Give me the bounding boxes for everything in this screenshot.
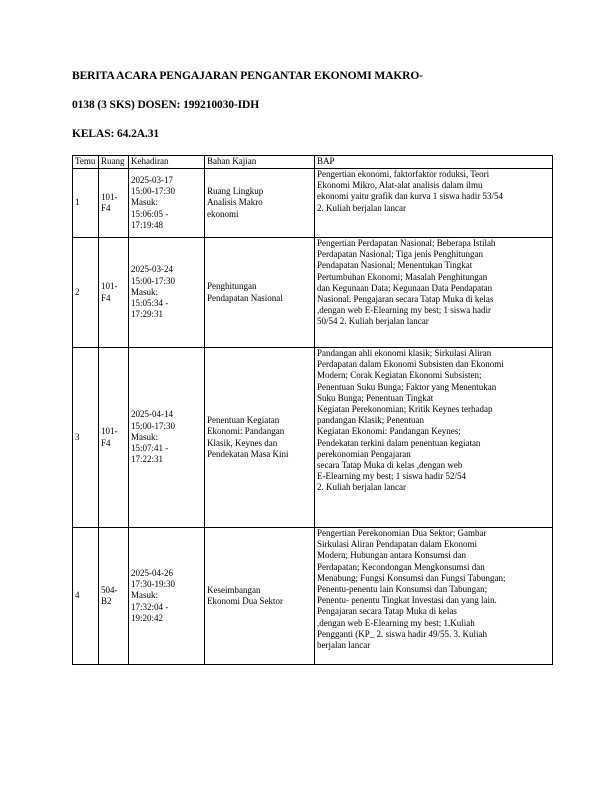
bap-cell: Pengertian Perekonomian Dua Sektor; Gambar Sirkulasi Aliran Pendapatan dalam Ekonomi Modern; Hubungan antara Konsumsi dan Perdapatan; Kecondongan Mengkonsumsi dan Menabung; Fungsi Konsumsi dan Fungsi Tabungan; Penentu-penentu lain Konsumsi dan Tabungan; Penentu- penentu Tingkat Investasi dan yang lain. Pengajaran secara Tatap Muka di kelas ,dengan web E-Elearning my best; 1.Kuliah Pengganti (KP_ 2. siswa hadir 49/55. 3. Kuliah berjalan lancar (315, 528, 553, 665)
column-header-kehadiran: Kehadiran (129, 156, 205, 169)
bahan-kajian-cell: Penghitungan Pendapatan Nasional (205, 238, 315, 348)
temu-cell: 1 (73, 169, 99, 238)
column-header-temu: Temu (73, 156, 99, 169)
ruang-cell: 101- F4 (99, 169, 129, 238)
temu-cell: 4 (73, 528, 99, 665)
document-title-line-1: BERITA ACARA PENGAJARAN PENGANTAR EKONOMI MAKRO- (72, 70, 423, 82)
bap-cell: Pandangan ahli ekonomi klasik; Sirkulasi Aliran Perdapatan dalam Ekonomi Subsisten dan Ekonomi Modern; Corak Kegiatan Ekonomi Subsisten; Penentuan Suku Bunga; Faktor yang Menentukan Suku Bunga; Penentuan Tingkat Kegiatan Perekonomian; Kritik Keynes terhadap pandangan Klasik; Penentuan Kegiatan Ekonomi: Pandangan Keynes; Pendekatan terkini dalam penentuan kegiatan perekonomian Pengajaran secara Tatap Muka di kelas ,dengan web E-Elearning my best; 1 siswa hadir 52/54 2. Kuliah berjalan lancar (315, 348, 553, 528)
table-row (73, 169, 553, 238)
class-line: KELAS: 64.2A.31 (72, 128, 159, 140)
teaching-record-table (72, 155, 553, 665)
bap-cell: Pengertian Perdapatan Nasional; Beberapa Istilah Perdapatan Nasional; Tiga jenis Penghitungan Pendapatan Nasional; Menentukan Tingkat Pertumbuhan Ekonomi; Masalah Penghitungan dan Kegunaan Data; Kegunaan Data Pendapatan Nasional. Pengajaran secara Tatap Muka di kelas ,dengan web E-Elearning my best; 1 siswa hadir 50/54 2. Kuliah berjalan lancar (315, 238, 553, 348)
column-header-ruang: Ruang (99, 156, 129, 169)
kehadiran-cell: 2025-03-17 15:00-17:30 Masuk: 15:06:05 - 17:19:48 (129, 169, 205, 238)
kehadiran-cell: 2025-04-14 15:00-17:30 Masuk: 15:07:41 - 17:22:31 (129, 348, 205, 528)
kehadiran-cell: 2025-04-26 17:30-19:30 Masuk: 17:32:04 - 19:20:42 (129, 528, 205, 665)
bahan-kajian-cell: Ruang Lingkup Analisis Makro ekonomi (205, 169, 315, 238)
bahan-kajian-cell: Keseimbangan Ekonomi Dua Sektor (205, 528, 315, 665)
bahan-kajian-cell: Penentuan Kegiatan Ekonomi: Pandangan Klasik, Keynes dan Pendekatan Masa Kini (205, 348, 315, 528)
table-row (73, 348, 553, 528)
temu-cell: 2 (73, 238, 99, 348)
ruang-cell: 101- F4 (99, 238, 129, 348)
bap-cell: Pengertian ekonomi, faktorfaktor roduksi, Teori Ekonomi Mikro, Alat-alat analisis dalam ilmu ekonomi yaitu grafik dan kurva 1 siswa hadir 53/54 2. Kuliah berjalan lancar (315, 169, 553, 238)
ruang-cell: 504- B2 (99, 528, 129, 665)
table-row (73, 238, 553, 348)
kehadiran-cell: 2025-03-24 15:00-17:30 Masuk: 15:05:34 - 17:29:31 (129, 238, 205, 348)
table-header-row (73, 156, 553, 169)
column-header-bahan-kajian: Bahan Kajian (205, 156, 315, 169)
temu-cell: 3 (73, 348, 99, 528)
course-lecturer-line: 0138 (3 SKS) DOSEN: 199210030-IDH (72, 99, 260, 111)
table-row (73, 528, 553, 665)
ruang-cell: 101- F4 (99, 348, 129, 528)
column-header-bap: BAP (315, 156, 553, 169)
